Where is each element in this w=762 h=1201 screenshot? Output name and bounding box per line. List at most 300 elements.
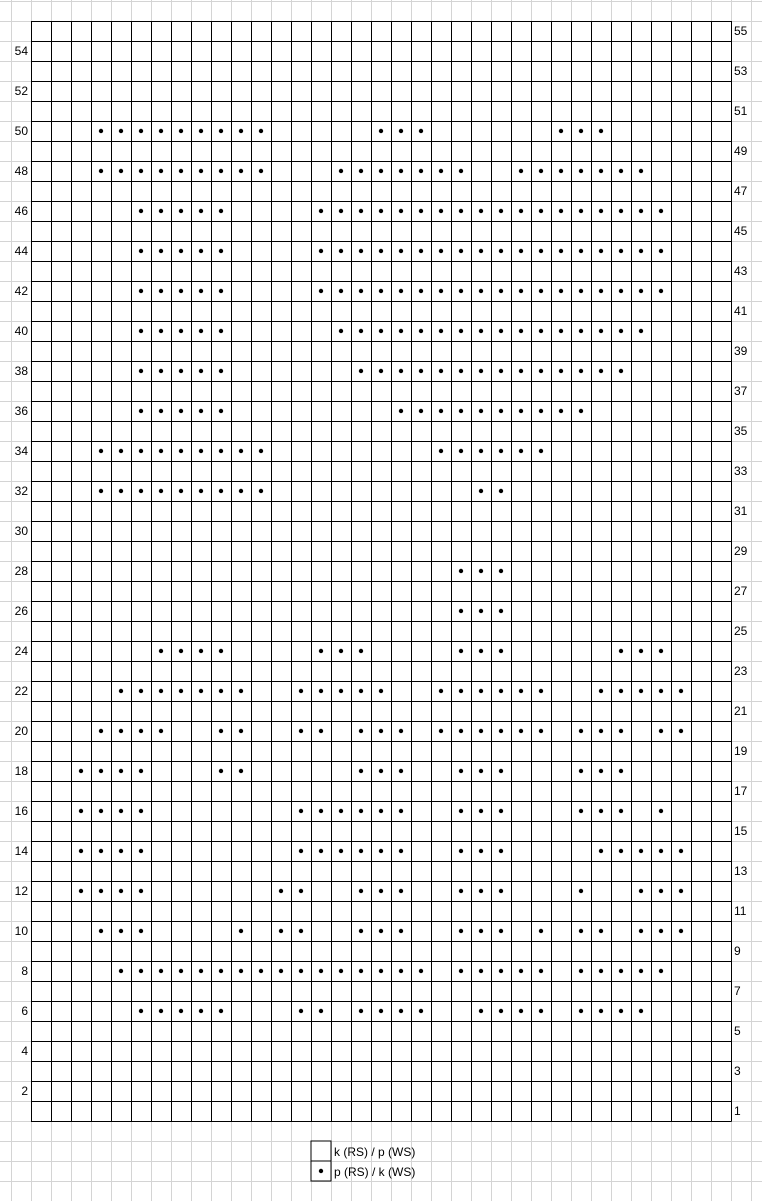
purl-stitch-dot	[579, 809, 583, 813]
purl-stitch-dot	[479, 609, 483, 613]
purl-stitch-dot	[399, 409, 403, 413]
chart-grid	[31, 21, 732, 1122]
purl-stitch-dot	[559, 249, 563, 253]
purl-stitch-dot	[179, 649, 183, 653]
purl-stitch-dot	[379, 769, 383, 773]
purl-stitch-dot	[159, 329, 163, 333]
purl-stitch-dot	[639, 889, 643, 893]
purl-stitch-dot	[499, 249, 503, 253]
purl-stitch-dot	[459, 329, 463, 333]
purl-stitch-dot	[519, 289, 523, 293]
purl-stitch-dot	[659, 929, 663, 933]
purl-stitch-dot	[359, 969, 363, 973]
row-number: 7	[734, 984, 741, 998]
purl-stitch-dot	[579, 889, 583, 893]
purl-stitch-dot	[679, 889, 683, 893]
purl-stitch-dot	[139, 809, 143, 813]
purl-stitch-dot	[479, 889, 483, 893]
purl-stitch-dot	[399, 169, 403, 173]
purl-stitch-dot	[159, 1009, 163, 1013]
purl-stitch-dot	[399, 369, 403, 373]
purl-stitch-dot	[259, 129, 263, 133]
purl-stitch-dot	[479, 249, 483, 253]
purl-stitch-dot	[439, 449, 443, 453]
purl-stitch-dot	[599, 129, 603, 133]
purl-stitch-dot	[179, 209, 183, 213]
purl-stitch-dot	[299, 1009, 303, 1013]
purl-stitch-dot	[419, 129, 423, 133]
purl-stitch-dot	[679, 729, 683, 733]
purl-stitch-dot	[299, 849, 303, 853]
purl-stitch-dot	[159, 409, 163, 413]
purl-stitch-dot	[459, 689, 463, 693]
row-number: 6	[21, 1004, 28, 1018]
row-number: 4	[21, 1044, 28, 1058]
purl-stitch-dot	[499, 889, 503, 893]
purl-stitch-dot	[399, 889, 403, 893]
purl-stitch-dot	[639, 169, 643, 173]
purl-stitch-dot	[359, 289, 363, 293]
purl-stitch-dot	[519, 209, 523, 213]
row-number: 52	[14, 84, 28, 98]
purl-stitch-dot	[319, 289, 323, 293]
purl-stitch-dot	[379, 849, 383, 853]
purl-stitch-dot	[539, 369, 543, 373]
purl-stitch-dot	[579, 129, 583, 133]
purl-stitch-dot	[419, 289, 423, 293]
purl-stitch-dot	[199, 169, 203, 173]
purl-stitch-dot	[379, 929, 383, 933]
purl-stitch-dot	[399, 809, 403, 813]
purl-stitch-dot	[539, 169, 543, 173]
row-number: 27	[734, 584, 748, 598]
purl-stitch-dot	[439, 689, 443, 693]
purl-stitch-dot	[479, 569, 483, 573]
purl-stitch-dot	[579, 209, 583, 213]
purl-stitch-dot	[299, 809, 303, 813]
purl-stitch-dot	[599, 809, 603, 813]
purl-stitch-dot	[559, 129, 563, 133]
purl-stitch-dot	[119, 889, 123, 893]
purl-stitch-dot	[399, 969, 403, 973]
purl-stitch-dot	[199, 209, 203, 213]
purl-stitch-dot	[219, 329, 223, 333]
purl-stitch-dot	[279, 929, 283, 933]
purl-stitch-dot	[659, 649, 663, 653]
purl-stitch-dot	[359, 249, 363, 253]
purl-stitch-dot	[639, 689, 643, 693]
purl-stitch-dot	[479, 689, 483, 693]
row-number: 2	[21, 1084, 28, 1098]
purl-stitch-dot	[79, 809, 83, 813]
purl-stitch-dot	[239, 489, 243, 493]
purl-stitch-dot	[479, 1009, 483, 1013]
purl-stitch-dot	[499, 929, 503, 933]
purl-stitch-dot	[239, 929, 243, 933]
purl-stitch-dot	[139, 409, 143, 413]
purl-stitch-dot	[219, 969, 223, 973]
purl-stitch-dot	[99, 809, 103, 813]
purl-stitch-dot	[139, 289, 143, 293]
purl-stitch-dot	[259, 969, 263, 973]
purl-stitch-dot	[619, 649, 623, 653]
purl-stitch-dot	[219, 649, 223, 653]
purl-stitch-dot	[619, 769, 623, 773]
purl-stitch-dot	[459, 369, 463, 373]
purl-stitch-dot	[379, 369, 383, 373]
purl-stitch-dot	[219, 729, 223, 733]
purl-stitch-dot	[339, 969, 343, 973]
purl-stitch-dot	[539, 249, 543, 253]
purl-stitch-dot	[199, 369, 203, 373]
purl-stitch-dot	[619, 809, 623, 813]
purl-stitch-dot	[479, 929, 483, 933]
purl-stitch-dot	[199, 689, 203, 693]
row-number: 9	[734, 944, 741, 958]
purl-stitch-dot	[579, 929, 583, 933]
purl-stitch-dot	[439, 209, 443, 213]
purl-stitch-dot	[119, 809, 123, 813]
row-number: 40	[14, 324, 28, 338]
purl-stitch-dot	[479, 649, 483, 653]
purl-stitch-dot	[359, 329, 363, 333]
purl-stitch-dot	[419, 209, 423, 213]
purl-stitch-dot	[439, 369, 443, 373]
purl-stitch-dot	[299, 889, 303, 893]
purl-stitch-dot	[359, 849, 363, 853]
purl-stitch-dot	[519, 329, 523, 333]
purl-stitch-dot	[379, 129, 383, 133]
purl-stitch-dot	[599, 729, 603, 733]
row-number: 20	[14, 724, 28, 738]
purl-stitch-dot	[159, 689, 163, 693]
purl-stitch-dot	[479, 769, 483, 773]
purl-stitch-dot	[319, 969, 323, 973]
purl-stitch-dot	[179, 289, 183, 293]
purl-stitch-dot	[119, 449, 123, 453]
purl-stitch-dot	[519, 449, 523, 453]
purl-stitch-dot	[459, 169, 463, 173]
purl-stitch-dot	[639, 969, 643, 973]
row-number: 15	[734, 824, 748, 838]
row-number: 10	[14, 924, 28, 938]
purl-stitch-dot	[599, 329, 603, 333]
purl-stitch-dot	[679, 689, 683, 693]
purl-stitch-dot	[99, 929, 103, 933]
purl-stitch-dot	[379, 329, 383, 333]
purl-stitch-dot	[159, 249, 163, 253]
purl-stitch-dot	[379, 809, 383, 813]
purl-stitch-dot	[139, 729, 143, 733]
purl-stitch-dot	[379, 209, 383, 213]
purl-stitch-dot	[539, 689, 543, 693]
purl-stitch-dot	[179, 969, 183, 973]
row-number: 30	[14, 524, 28, 538]
purl-stitch-dot	[279, 889, 283, 893]
purl-stitch-dot	[619, 209, 623, 213]
purl-stitch-dot	[119, 969, 123, 973]
purl-stitch-dot	[619, 729, 623, 733]
purl-stitch-dot	[259, 489, 263, 493]
row-number: 51	[734, 104, 748, 118]
purl-stitch-dot	[659, 889, 663, 893]
row-number: 42	[14, 284, 28, 298]
purl-stitch-dot	[99, 489, 103, 493]
purl-stitch-dot	[639, 329, 643, 333]
purl-stitch-dot	[219, 209, 223, 213]
purl-stitch-dot	[519, 969, 523, 973]
purl-stitch-dot	[619, 249, 623, 253]
purl-stitch-dot	[179, 129, 183, 133]
purl-stitch-dot	[219, 169, 223, 173]
row-number: 55	[734, 24, 748, 38]
purl-stitch-dot	[659, 289, 663, 293]
purl-stitch-dot	[499, 289, 503, 293]
purl-stitch-dot	[159, 209, 163, 213]
purl-stitch-dot	[579, 289, 583, 293]
chart-background	[31, 21, 731, 1121]
purl-stitch-dot	[359, 649, 363, 653]
purl-stitch-dot	[239, 769, 243, 773]
purl-stitch-dot	[579, 249, 583, 253]
row-number: 48	[14, 164, 28, 178]
purl-stitch-dot	[659, 849, 663, 853]
purl-stitch-dot	[339, 289, 343, 293]
purl-stitch-dot	[219, 769, 223, 773]
purl-stitch-dot	[519, 169, 523, 173]
purl-stitch-dot	[139, 369, 143, 373]
purl-stitch-dot	[139, 489, 143, 493]
purl-stitch-dot	[659, 689, 663, 693]
purl-stitch-dot	[459, 889, 463, 893]
purl-stitch-dot	[419, 369, 423, 373]
purl-stitch-dot	[519, 689, 523, 693]
purl-stitch-dot	[619, 329, 623, 333]
purl-stitch-dot	[599, 849, 603, 853]
row-number: 36	[14, 404, 28, 418]
purl-stitch-dot	[319, 729, 323, 733]
purl-stitch-dot	[139, 249, 143, 253]
purl-stitch-dot	[579, 729, 583, 733]
purl-stitch-dot	[139, 969, 143, 973]
purl-stitch-dot	[419, 169, 423, 173]
purl-stitch-dot	[339, 849, 343, 853]
purl-stitch-dot	[559, 369, 563, 373]
purl-stitch-dot	[539, 1009, 543, 1013]
purl-stitch-dot	[439, 169, 443, 173]
purl-stitch-dot	[399, 1009, 403, 1013]
purl-stitch-dot	[499, 649, 503, 653]
purl-stitch-dot	[639, 209, 643, 213]
row-number: 16	[14, 804, 28, 818]
row-number: 33	[734, 464, 748, 478]
purl-stitch-dot	[479, 969, 483, 973]
purl-stitch-dot	[159, 649, 163, 653]
purl-stitch-dot	[119, 929, 123, 933]
purl-stitch-dot	[159, 969, 163, 973]
purl-stitch-dot	[399, 769, 403, 773]
purl-stitch-dot	[479, 449, 483, 453]
purl-stitch-dot	[339, 649, 343, 653]
row-number: 39	[734, 344, 748, 358]
purl-stitch-dot	[139, 849, 143, 853]
purl-stitch-dot	[619, 849, 623, 853]
purl-stitch-dot	[419, 329, 423, 333]
purl-stitch-dot	[379, 249, 383, 253]
purl-stitch-dot	[179, 169, 183, 173]
purl-stitch-dot	[179, 1009, 183, 1013]
purl-stitch-dot	[539, 409, 543, 413]
purl-stitch-dot	[139, 209, 143, 213]
row-numbers-right	[734, 24, 748, 1118]
purl-stitch-dot	[479, 369, 483, 373]
purl-stitch-dot	[599, 289, 603, 293]
purl-stitch-dot	[159, 369, 163, 373]
purl-stitch-dot	[639, 929, 643, 933]
purl-stitch-dot	[119, 489, 123, 493]
purl-stitch-dot	[639, 649, 643, 653]
purl-stitch-dot	[579, 169, 583, 173]
purl-stitch-dot	[239, 689, 243, 693]
purl-stitch-dot	[339, 689, 343, 693]
purl-stitch-dot	[219, 489, 223, 493]
purl-stitch-dot	[499, 689, 503, 693]
purl-stitch-dot	[379, 969, 383, 973]
row-number: 22	[14, 684, 28, 698]
purl-stitch-dot	[499, 729, 503, 733]
purl-stitch-dot	[499, 569, 503, 573]
purl-stitch-dot	[379, 729, 383, 733]
purl-stitch-dot	[399, 849, 403, 853]
purl-stitch-dot	[419, 969, 423, 973]
purl-stitch-dot	[139, 689, 143, 693]
purl-stitch-dot	[659, 729, 663, 733]
purl-stitch-dot	[199, 289, 203, 293]
purl-stitch-dot	[119, 849, 123, 853]
purl-stitch-dot	[539, 329, 543, 333]
purl-stitch-dot	[459, 209, 463, 213]
purl-stitch-dot	[239, 969, 243, 973]
purl-stitch-dot	[439, 409, 443, 413]
purl-stitch-dot	[639, 849, 643, 853]
purl-stitch-dot	[99, 849, 103, 853]
purl-stitch-dot	[459, 449, 463, 453]
purl-stitch-dot	[139, 129, 143, 133]
purl-stitch-dot	[619, 169, 623, 173]
purl-stitch-dot	[479, 409, 483, 413]
purl-stitch-dot	[359, 689, 363, 693]
purl-stitch-dot	[479, 489, 483, 493]
purl-stitch-dot	[599, 1009, 603, 1013]
purl-stitch-dot	[539, 449, 543, 453]
purl-stitch-dot	[499, 489, 503, 493]
purl-stitch-dot	[139, 1009, 143, 1013]
row-number: 49	[734, 144, 748, 158]
purl-stitch-dot	[499, 849, 503, 853]
purl-stitch-dot	[659, 209, 663, 213]
purl-stitch-dot	[199, 969, 203, 973]
purl-stitch-dot	[479, 809, 483, 813]
purl-stitch-dot	[579, 329, 583, 333]
row-number: 50	[14, 124, 28, 138]
row-number: 3	[734, 1064, 741, 1078]
purl-stitch-dot	[439, 329, 443, 333]
purl-stitch-dot	[599, 929, 603, 933]
purl-stitch-dot	[359, 209, 363, 213]
row-number: 37	[734, 384, 748, 398]
purl-stitch-dot	[199, 649, 203, 653]
purl-stitch-dot	[299, 689, 303, 693]
row-number: 19	[734, 744, 748, 758]
purl-stitch-dot	[99, 769, 103, 773]
purl-stitch-dot	[119, 129, 123, 133]
row-number: 13	[734, 864, 748, 878]
purl-stitch-dot	[579, 409, 583, 413]
purl-stitch-dot	[339, 329, 343, 333]
purl-stitch-dot	[279, 969, 283, 973]
purl-stitch-dot	[459, 809, 463, 813]
purl-stitch-dot	[339, 209, 343, 213]
row-number: 21	[734, 704, 748, 718]
purl-stitch-dot	[539, 969, 543, 973]
purl-stitch-dot	[619, 689, 623, 693]
purl-stitch-dot	[199, 1009, 203, 1013]
row-number: 28	[14, 564, 28, 578]
row-number: 45	[734, 224, 748, 238]
purl-stitch-dot	[599, 369, 603, 373]
purl-stitch-dot	[679, 849, 683, 853]
purl-stitch-dot	[399, 129, 403, 133]
purl-stitch-dot	[179, 409, 183, 413]
purl-stitch-dot	[519, 409, 523, 413]
purl-stitch-dot	[639, 289, 643, 293]
purl-stitch-dot	[619, 289, 623, 293]
purl-stitch-dot	[219, 369, 223, 373]
purl-stitch-dot	[659, 809, 663, 813]
row-number: 26	[14, 604, 28, 618]
purl-stitch-dot	[559, 409, 563, 413]
purl-stitch-dot	[519, 249, 523, 253]
purl-stitch-dot	[379, 289, 383, 293]
purl-stitch-dot	[159, 729, 163, 733]
purl-stitch-dot	[99, 729, 103, 733]
purl-stitch-dot	[159, 169, 163, 173]
purl-stitch-dot	[219, 249, 223, 253]
purl-stitch-dot	[479, 289, 483, 293]
purl-stitch-dot	[499, 769, 503, 773]
purl-stitch-dot	[319, 849, 323, 853]
purl-stitch-dot	[139, 449, 143, 453]
purl-stitch-dot	[639, 249, 643, 253]
row-number: 17	[734, 784, 748, 798]
purl-stitch-dot	[159, 449, 163, 453]
row-number: 41	[734, 304, 748, 318]
purl-stitch-dot	[439, 249, 443, 253]
purl-stitch-dot	[399, 289, 403, 293]
purl-stitch-dot	[459, 969, 463, 973]
purl-stitch-dot	[159, 129, 163, 133]
purl-stitch-dot	[599, 209, 603, 213]
purl-stitch-dot	[599, 169, 603, 173]
purl-stitch-dot	[659, 249, 663, 253]
row-number: 1	[734, 1104, 741, 1118]
purl-stitch-dot	[239, 729, 243, 733]
purl-stitch-dot	[419, 1009, 423, 1013]
purl-stitch-dot	[219, 1009, 223, 1013]
row-number: 23	[734, 664, 748, 678]
purl-stitch-dot	[399, 329, 403, 333]
purl-stitch-dot	[579, 969, 583, 973]
